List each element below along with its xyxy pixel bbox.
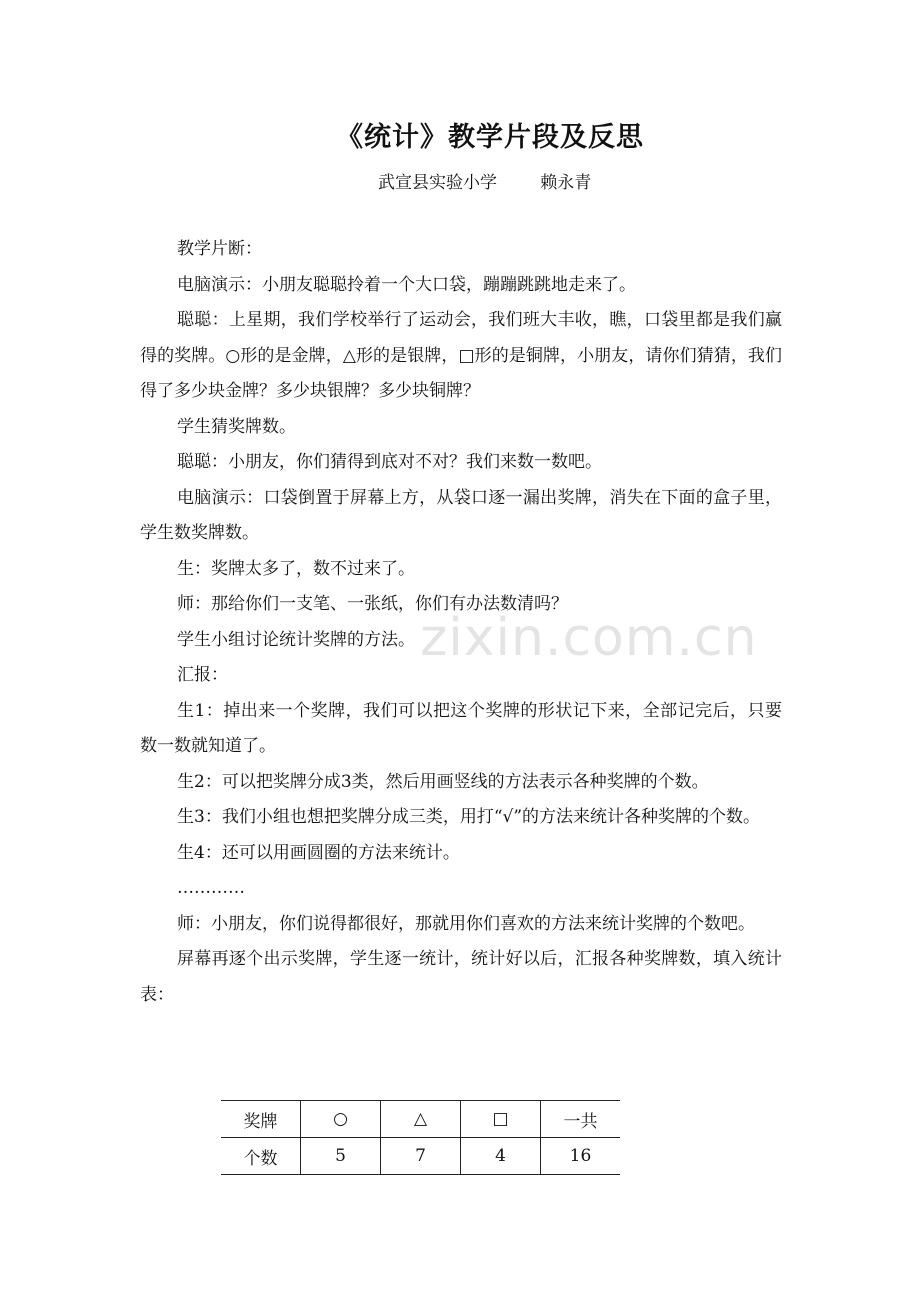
paragraph: 电脑演示：口袋倒置于屏幕上方，从袋口逐一漏出奖牌，消失在下面的盒子里，学生数奖牌数。 bbox=[140, 487, 782, 543]
document-body bbox=[140, 232, 782, 1013]
paragraph: 生1：掉出来一个奖牌，我们可以把这个奖牌的形状记下来，全部记完后，只要数一数就知道了。 bbox=[140, 700, 782, 756]
paragraph: 师：小朋友，你们说得都很好，那就用你们喜欢的方法来统计奖牌的个数吧。 bbox=[177, 913, 755, 934]
paragraph: 电脑演示：小朋友聪聪拎着一个大口袋，蹦蹦跳跳地走来了。 bbox=[177, 274, 636, 295]
paragraph: 聪聪：上星期，我们学校举行了运动会，我们班大丰收，瞧，口袋里都是我们赢得的奖牌。○形的是金牌，△形的是银牌，□形的是铜牌，小朋友，请你们猜猜，我们得了多少块金牌？多少块银牌？多少块铜牌？ bbox=[140, 310, 782, 401]
paragraph: 屏幕再逐个出示奖牌，学生逐一统计，统计好以后，汇报各种奖牌数，填入统计表： bbox=[140, 949, 782, 1005]
table-cell: 16 bbox=[541, 1138, 621, 1175]
table-row bbox=[221, 1138, 620, 1175]
document-title: 《统计》教学片段及反思 bbox=[336, 122, 644, 153]
table-header-cell: □ bbox=[461, 1101, 541, 1138]
paragraph: 聪聪：小朋友，你们猜得到底对不对？我们来数一数吧。 bbox=[177, 452, 602, 472]
table-cell: 个数 bbox=[221, 1138, 301, 1175]
paragraph: 师：那给你们一支笔、一张纸，你们有办法数清吗？ bbox=[177, 594, 568, 614]
paragraph: 生2：可以把奖牌分成3类，然后用画竖线的方法表示各种奖牌的个数。 bbox=[177, 771, 709, 792]
paragraph: 生4：还可以用画圆圈的方法来统计。 bbox=[177, 842, 460, 863]
paragraph: 教学片断： bbox=[177, 239, 262, 259]
paragraph: 学生小组讨论统计奖牌的方法。 bbox=[177, 629, 415, 650]
paragraph: 生：奖牌太多了，数不过来了。 bbox=[177, 558, 415, 579]
table-cell: 7 bbox=[381, 1138, 461, 1175]
table-header-cell: 奖牌 bbox=[221, 1101, 301, 1138]
watermark: zixin.com.cn bbox=[420, 608, 758, 668]
table-header-cell: ○ bbox=[301, 1101, 381, 1138]
table-header-cell: 一共 bbox=[541, 1101, 621, 1138]
paragraph: 汇报： bbox=[177, 665, 228, 685]
table-row bbox=[221, 1101, 620, 1138]
paragraph: 学生猜奖牌数。 bbox=[177, 416, 296, 437]
paragraph: 生3：我们小组也想把奖牌分成三类，用打“√”的方法来统计各种奖牌的个数。 bbox=[177, 807, 761, 827]
table-cell: 5 bbox=[301, 1138, 381, 1175]
medal-stat-table bbox=[221, 1100, 620, 1175]
author-line: 武宣县实验小学 赖永青 bbox=[378, 173, 592, 193]
table-cell: 4 bbox=[461, 1138, 541, 1175]
ellipsis-line: ………… bbox=[177, 878, 245, 898]
table-header-cell: △ bbox=[381, 1101, 461, 1138]
